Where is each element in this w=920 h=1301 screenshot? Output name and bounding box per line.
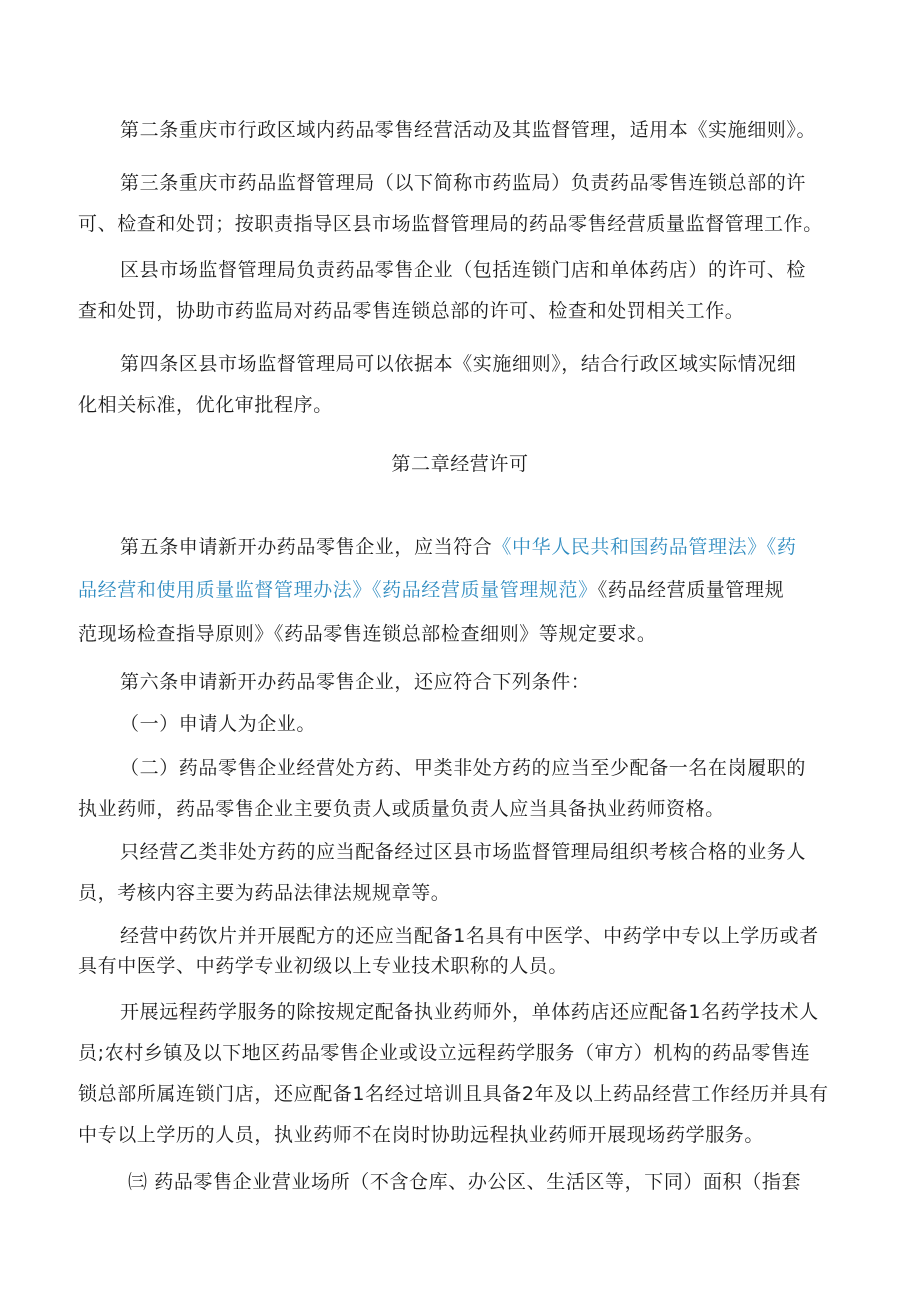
- law-reference-link[interactable]: 《中华人民共和国药品管理法》《药: [492, 536, 797, 558]
- paragraph-line: 具有中医学、中药学专业初级以上专业技术职称的人员。: [78, 955, 569, 977]
- list-item: （二）药品零售企业经营处方药、甲类非处方药的应当至少配备一名在岗履职的: [120, 757, 807, 779]
- paragraph-line: 执业药师，药品零售企业主要负责人或质量负责人应当具备执业药师资格。: [78, 798, 725, 820]
- paragraph-line: 化相关标准，优化审批程序。: [78, 394, 333, 416]
- paragraph-line: 第六条申请新开办药品零售企业，还应符合下列条件：: [120, 671, 591, 693]
- paragraph-line: 查和处罚，协助市药监局对药品零售连锁总部的许可、检查和处罚相关工作。: [78, 300, 745, 322]
- paragraph-line: 员，考核内容主要为药品法律法规规章等。: [78, 882, 451, 904]
- paragraph-line: 只经营乙类非处方药的应当配备经过区县市场监督管理局组织考核合格的业务人: [120, 841, 807, 863]
- paragraph-line: 第四条区县市场监督管理局可以依据本《实施细则》，结合行政区域实际情况细: [120, 353, 797, 375]
- paragraph-line: 区县市场监督管理局负责药品零售企业（包括连锁门店和单体药店）的许可、检: [120, 259, 807, 281]
- paragraph-line: 开展远程药学服务的除按规定配备执业药师外，单体药店还应配备1名药学技术人: [120, 1001, 819, 1023]
- paragraph-line: [78, 578, 784, 602]
- paragraph-line: 员;农村乡镇及以下地区药品零售企业或设立远程药学服务（审方）机构的药品零售连: [78, 1042, 811, 1064]
- paragraph-line: 第三条重庆市药品监督管理局（以下简称市药监局）负责药品零售连锁总部的许: [120, 172, 807, 194]
- list-item: ㈢ 药品零售企业营业场所（不含仓库、办公区、生活区等，下同）面积（指套: [128, 1171, 802, 1193]
- chapter-heading: 第二章经营许可: [391, 453, 529, 475]
- paragraph-line: 锁总部所属连锁门店，还应配备1名经过培训且具备2年及以上药品经营工作经历并具有: [78, 1083, 829, 1105]
- paragraph-text: 《药品经营质量管理规: [597, 579, 785, 601]
- law-reference-link[interactable]: 品经营和使用质量监督管理办法》《药品经营质量管理规范》: [78, 579, 598, 601]
- list-item: （一）申请人为企业。: [120, 713, 317, 735]
- paragraph-line: 可、检查和处罚；按职责指导区县市场监督管理局的药品零售经营质量监督管理工作。: [78, 213, 823, 235]
- paragraph-line: 中专以上学历的人员，执业药师不在岗时协助远程执业药师开展现场药学服务。: [78, 1124, 765, 1146]
- paragraph-line: [120, 535, 797, 559]
- paragraph-line: 范现场检查指导原则》《药品零售连锁总部检查细则》等规定要求。: [78, 623, 657, 645]
- paragraph-text: 第五条申请新开办药品零售企业，应当符合: [120, 536, 493, 558]
- paragraph-line: 第二条重庆市行政区域内药品零售经营活动及其监督管理，适用本《实施细则》。: [120, 119, 817, 141]
- paragraph-line: 经营中药饮片并开展配方的还应当配备1名具有中医学、中药学中专以上学历或者: [120, 925, 819, 947]
